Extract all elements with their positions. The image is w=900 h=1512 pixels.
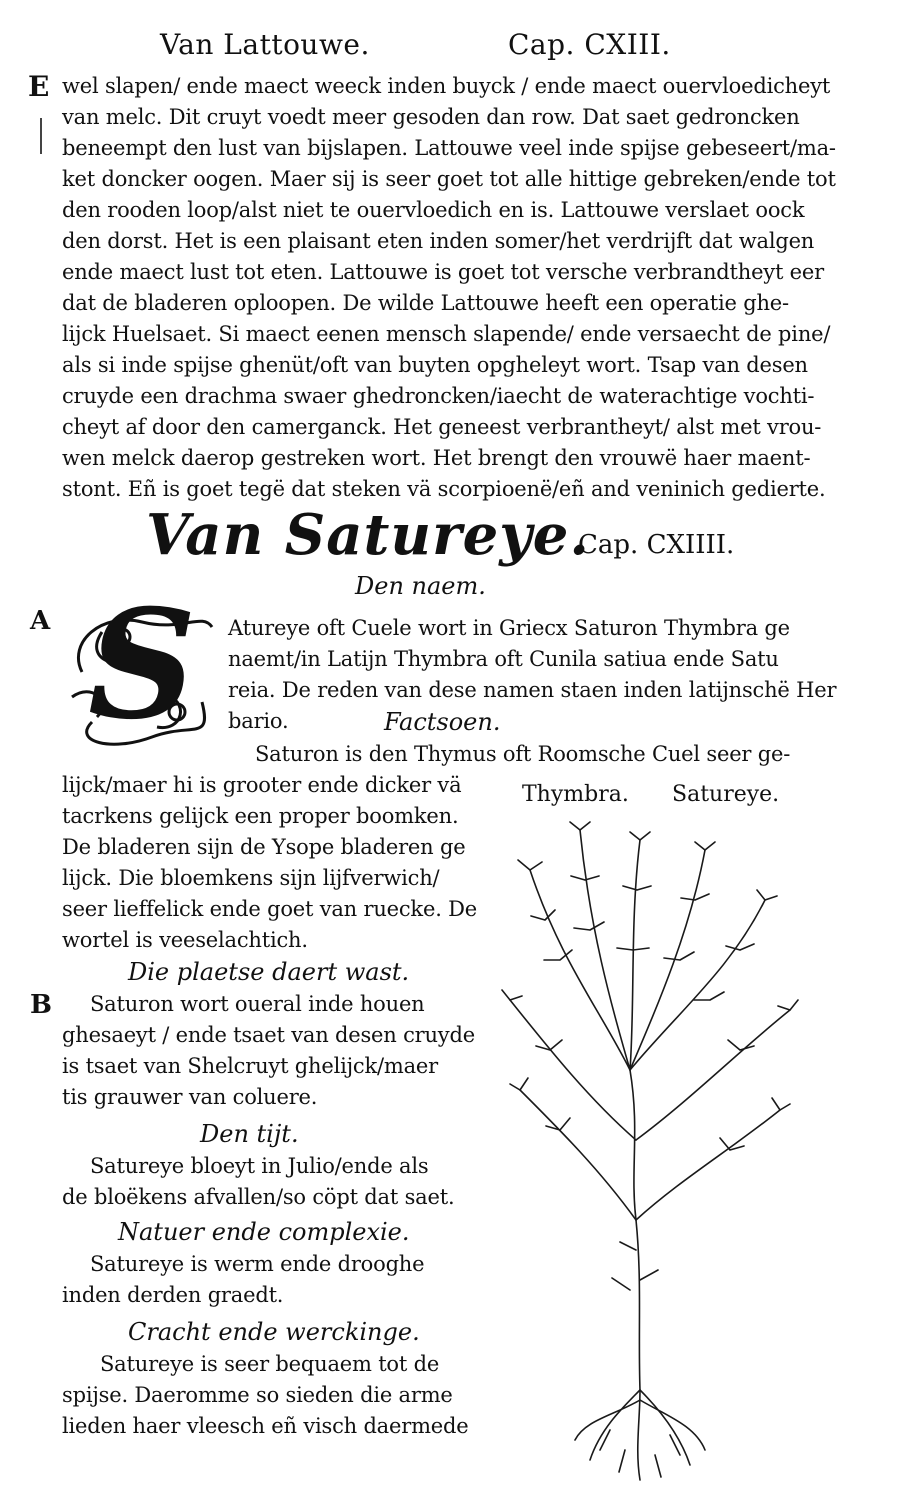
section-heading-naem: Den naem. [355, 572, 486, 600]
text-line: ende maect lust tot eten. Lattouwe is goet tot versche verbrandtheyt eer [62, 260, 824, 284]
text-line: de bloëkens afvallen/so cöpt dat saet. [62, 1185, 455, 1209]
text-line: dat de bladeren oploopen. De wilde Lattouwe heeft een operatie ghe- [62, 291, 789, 315]
margin-letter-b: B [30, 990, 52, 1020]
section-heading-plaetse: Die plaetse daert wast. [128, 958, 410, 986]
running-title: Van Lattouwe. [160, 28, 370, 61]
text-line: naemt/in Latijn Thymbra oft Cunila satiua ende Satu [228, 647, 779, 671]
text-line: stont. Eñ is goet tegë dat steken vä scorpioenë/eñ and veninich gedierte. [62, 477, 826, 501]
drop-cap-letter: S [88, 577, 197, 753]
text-line: inden derden graedt. [62, 1283, 284, 1307]
text-line: van melc. Dit cruyt voedt meer gesoden dan row. Dat saet gedroncken [62, 105, 800, 129]
chapter-title: Van Satureye. [146, 502, 590, 568]
text-line: Saturon wort oueral inde houen [90, 992, 425, 1016]
margin-rule [40, 118, 42, 154]
text-line: lieden haer vleesch eñ visch daermede [62, 1414, 469, 1438]
text-line: ghesaeyt / ende tsaet van desen cruyde [62, 1023, 475, 1047]
section-heading-natuer: Natuer ende complexie. [118, 1218, 410, 1246]
text-line: Satureye is seer bequaem tot de [100, 1352, 440, 1376]
margin-letter-a: A [30, 606, 51, 636]
text-line: cheyt af door den camerganck. Het geneest verbrantheyt/ alst met vrou- [62, 415, 822, 439]
text-line: bario. [228, 709, 289, 733]
text-line: beneempt den lust van bijslapen. Lattouwe veel inde spijse gebeseert/ma- [62, 136, 836, 160]
text-line: cruyde een drachma swaer ghedroncken/iaecht de waterachtige vochti- [62, 384, 815, 408]
text-line: Atureye oft Cuele wort in Griecx Saturon Thymbra ge [228, 616, 790, 640]
satureye-plant-illustration [490, 810, 830, 1490]
text-line: lijck. Die bloemkens sijn lijfverwich/ [62, 866, 440, 890]
section-heading-cracht: Cracht ende werckinge. [128, 1318, 420, 1346]
text-line: is tsaet van Shelcruyt ghelijck/maer [62, 1054, 438, 1078]
text-line: den dorst. Het is een plaisant eten inden somer/het verdrijft dat walgen [62, 229, 815, 253]
text-line: Satureye bloeyt in Julio/ende als [90, 1154, 429, 1178]
text-line: reia. De reden van dese namen staen inden latijnschë Her [228, 678, 837, 702]
text-line: lijck Huelsaet. Si maect eenen mensch slapende/ ende versaecht de pine/ [62, 322, 831, 346]
section-heading-tijt: Den tijt. [200, 1120, 299, 1148]
text-line: spijse. Daeromme so sieden die arme [62, 1383, 453, 1407]
text-line: seer lieffelick ende goet van ruecke. De [62, 897, 478, 921]
text-line: Saturon is den Thymus oft Roomsche Cuel seer ge- [255, 742, 791, 766]
figure-caption-dutch: Satureye. [672, 782, 780, 807]
figure-caption-latin: Thymbra. [522, 782, 629, 807]
text-line: Satureye is werm ende drooghe [90, 1252, 425, 1276]
text-line: wel slapen/ ende maect weeck inden buyck / ende maect ouervloedicheyt [62, 74, 831, 98]
text-line: tis grauwer van coluere. [62, 1085, 318, 1109]
section-heading-fatsoen: Factsoen. [384, 708, 501, 736]
chapter-number: Cap. CXIIII. [578, 530, 735, 560]
text-line: lijck/maer hi is grooter ende dicker vä [62, 773, 462, 797]
chapter-number-header: Cap. CXIII. [508, 28, 671, 61]
text-line: De bladeren sijn de Ysope bladeren ge [62, 835, 466, 859]
text-line: den rooden loop/alst niet te ouervloedich en is. Lattouwe verslaet oock [62, 198, 805, 222]
text-line: als si inde spijse ghenüt/oft van buyten opgheleyt wort. Tsap van desen [62, 353, 808, 377]
text-line: ket doncker oogen. Maer sij is seer goet tot alle hittige gebreken/ende tot [62, 167, 836, 191]
text-line: tacrkens gelijck een proper boomken. [62, 804, 459, 828]
margin-letter-e: E [28, 70, 50, 103]
text-line: wortel is veeselachtich. [62, 928, 308, 952]
text-line: wen melck daerop gestreken wort. Het brengt den vrouwë haer maent- [62, 446, 811, 470]
